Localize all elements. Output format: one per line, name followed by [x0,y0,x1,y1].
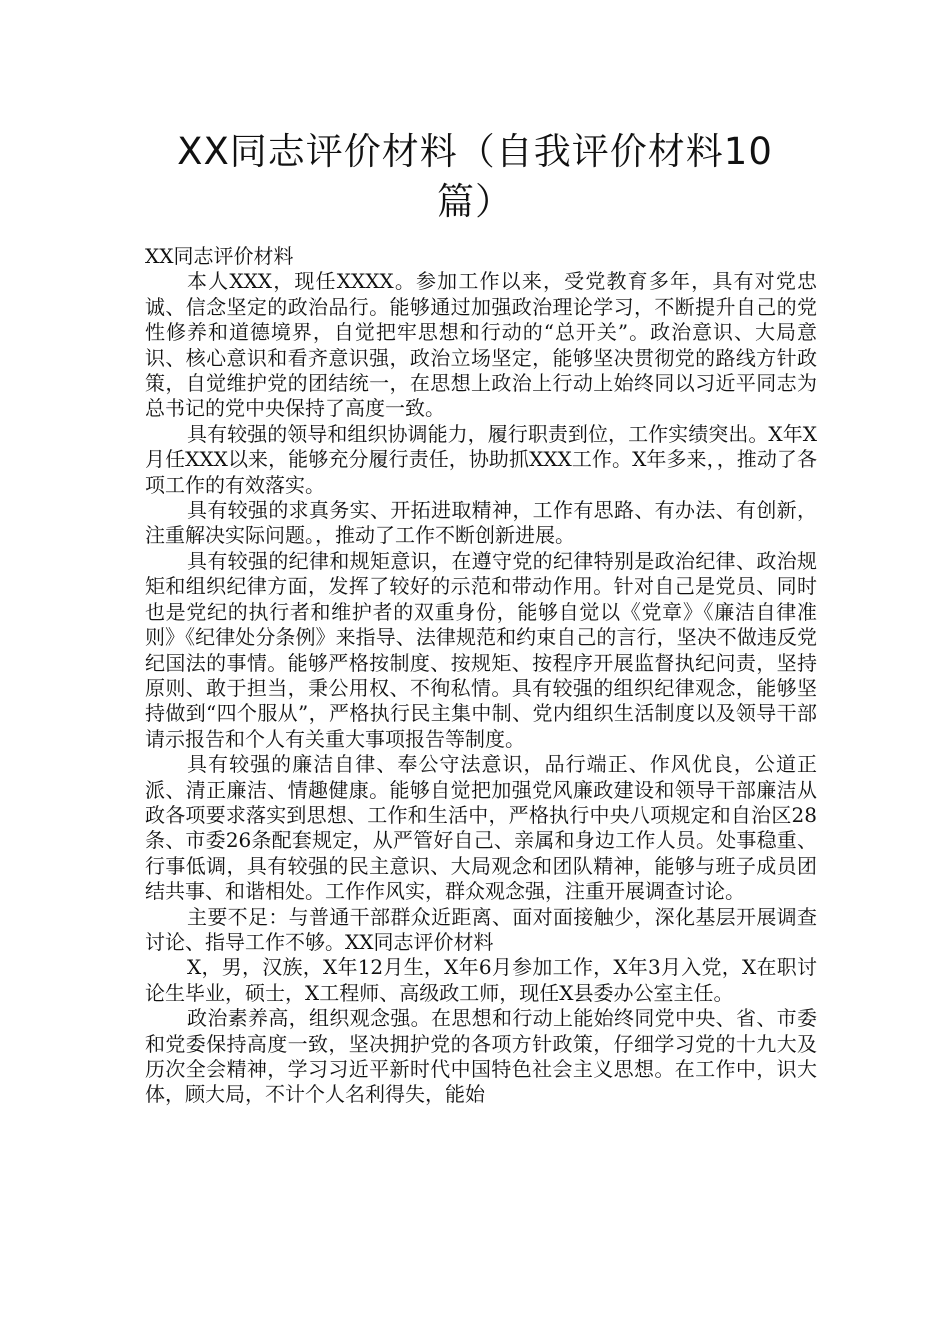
section-heading: XX同志评价材料 [145,244,294,268]
body-paragraph: 具有较强的领导和组织协调能力，履行职责到位，工作实绩突出。X年X月任XXX以来，能够充分履行责任，协助抓XXX工作。X年多来，，推动了各项工作的有效落实。 [145,421,817,497]
body-paragraph: X，男，汉族，X年12月生，X年6月参加工作，X年3月入党，X在职讨论生毕业，硕士，X工程师、高级政工师，现任X县委办公室主任。 [145,955,817,1005]
body-paragraph: 政治素养高，组织观念强。在思想和行动上能始终同党中央、省、市委和党委保持高度一致，坚决拥护党的各项方针政策，仔细学习党的十九大及历次全会精神，学习习近平新时代中国特色社会主义思想。在工作中，识大体，顾大局，不计个人名利得失，能始 [145,1006,817,1107]
body-paragraph: 具有较强的廉洁自律、奉公守法意识，品行端正、作风优良，公道正派、清正廉洁、情趣健康。能够自觉把加强党风廉政建设和领导干部廉洁从政各项要求落实到思想、工作和生活中，严格执行中央八项规定和自治区28条、市委26条配套规定，从严管好自己、亲属和身边工作人员。处事稳重、行事低调，具有较强的民主意识、大局观念和团队精神，能够与班子成员团结共事、和谐相处。工作作风实，群众观念强，注重开展调查讨论。 [145,752,817,904]
document-title: XX同志评价材料（自我评价材料10篇） [177,130,773,223]
body-paragraph: 具有较强的纪律和规矩意识，在遵守党的纪律特别是政治纪律、政治规矩和组织纪律方面，发挥了较好的示范和带动作用。针对自己是党员、同时也是党纪的执行者和维护者的双重身份，能够自觉以《党章》《廉洁自律准则》《纪律处分条例》来指导、法律规范和约束自己的言行，坚决不做违反党纪国法的事情。能够严格按制度、按规矩、按程序开展监督执纪问责，坚持原则、敢于担当，秉公用权、不徇私情。具有较强的组织纪律观念，能够坚持做到“四个服从”，严格执行民主集中制、党内组织生活制度以及领导干部请示报告和个人有关重大事项报告等制度。 [145,548,817,751]
body-paragraph: 具有较强的求真务实、开拓进取精神，工作有思路、有办法、有创新，注重解决实际问题。，推动了工作不断创新进展。 [145,498,817,548]
body-paragraph: 本人XXX，现任XXXX。参加工作以来，受党教育多年，具有对党忠诚、信念坚定的政治品行。能够通过加强政治理论学习，不断提升自己的党性修养和道德境界，自觉把牢思想和行动的“总开关”。政治意识、大局意识、核心意识和看齐意识强，政治立场坚定，能够坚决贯彻党的路线方针政策，自觉维护党的团结统一，在思想上政治上行动上始终同以习近平同志为总书记的党中央保持了高度一致。 [145,269,817,421]
document-body [145,244,817,1108]
body-paragraph: 主要不足：与普通干部群众近距离、面对面接触少，深化基层开展调查讨论、指导工作不够。XX同志评价材料 [145,904,817,954]
